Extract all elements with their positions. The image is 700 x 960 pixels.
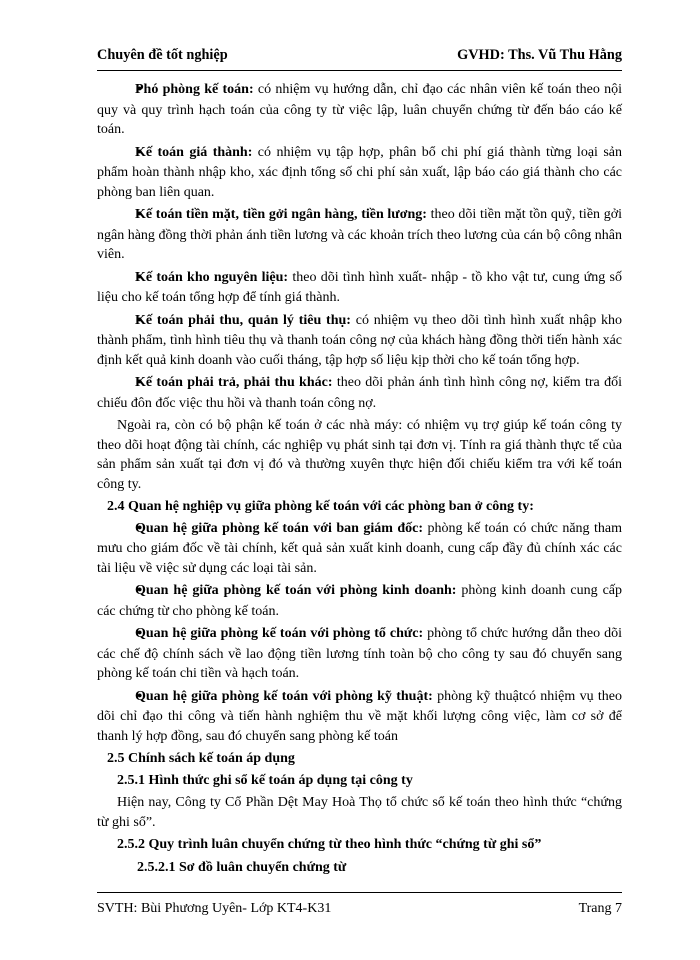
bullet-term: Quan hệ giữa phòng kế toán với phòng tổ chức: xyxy=(135,626,424,641)
bullet-term: Kế toán tiền mặt, tiền gởi ngân hàng, tiền lương: xyxy=(135,207,427,222)
bullet-item-cash-accounting xyxy=(97,205,622,265)
section-heading-2-5-1: 2.5.1 Hình thức ghi sổ kế toán áp dụng tại công ty xyxy=(117,772,413,788)
bullet-item-relation-sales xyxy=(97,581,622,621)
bullet-term: Kế toán phải trả, phải thu khác: xyxy=(135,375,333,390)
bullet-text: theo dõi tình hình xuất- nhập - tồ kho vật tư, cung ứng số liệu cho kế toán tổng hợp để tính giá thành. xyxy=(97,269,623,305)
page-footer xyxy=(97,901,622,921)
bullet-item-materials-accounting xyxy=(97,268,622,308)
bullet-item-deputy-head xyxy=(97,80,622,140)
section-heading-2-5-2-1: 2.5.2.1 Sơ đồ luân chuyển chứng từ xyxy=(137,859,347,875)
bullet-text: phòng tổ chức hướng dẫn theo dõi các chế độ chính sách về lao động tiền lương tính toàn bộ cho công ty sau đó chuyển sang phòng kế toán chi tiền và hạch toán. xyxy=(97,626,622,681)
bullet-item-relation-organization xyxy=(97,624,622,684)
bullet-term: Kế toán phải thu, quản lý tiêu thụ: xyxy=(135,312,351,328)
bullet-text: có nhiệm vụ hướng dẫn, chỉ đạo các nhân viên kế toán theo nội quy và quy trình hạch toán của công ty từ việc lập, luân chuyển chứng từ đến báo cáo kế toán. xyxy=(97,82,622,137)
page-header xyxy=(97,47,622,67)
header-rule xyxy=(97,70,622,71)
bullet-term: Quan hệ giữa phòng kế toán với phòng kinh doanh: xyxy=(135,583,457,598)
bullet-item-relation-technical xyxy=(97,687,622,747)
bullet-text: phòng kinh doanh cung cấp các chứng từ cho phòng kế toán. xyxy=(97,583,623,619)
header-title: Chuyên đề tốt nghiệp xyxy=(97,47,228,63)
paragraph-bookkeeping-form: Hiện nay, Công ty Cổ Phần Dệt May Hoà Thọ tổ chức sổ kế toán theo hình thức “chứng từ ghi sổ”. xyxy=(97,795,622,830)
bullet-term: Kế toán kho nguyên liệu: xyxy=(135,269,289,285)
bullet-text: theo dõi tiền mặt tồn quỹ, tiền gởi ngân hàng đồng thời phản ánh tiền lương và các khoản trích theo lương của cán bộ công nhân viên. xyxy=(97,207,623,262)
footer-rule xyxy=(97,892,622,893)
bullet-text: có nhiệm vụ tập hợp, phân bổ chi phí giá thành từng loại sản phẩm hoàn thành nhập kho, xác định tổng số chi phí sản xuất, lập báo cáo giá thành cho các phòng ban liên quan. xyxy=(97,144,623,200)
section-heading-2-5: 2.5 Chính sách kế toán áp dụng xyxy=(107,751,295,766)
footer-author: SVTH: Bùi Phương Uyên- Lớp KT4-K31 xyxy=(97,901,332,916)
paragraph-factory-accounting: Ngoài ra, còn có bộ phận kế toán ở các nhà máy: có nhiệm vụ trợ giúp kế toán công ty theo dõi hoạt động tài chính, các nghiệp vụ phát sinh tại đơn vị. Tính ra giá thành thực tế của sản phẩm sản xuất tại đơn vị đó và thường xuyên thực hiện đối chiếu kiểm tra với kế toán công ty. xyxy=(97,418,622,492)
page-number: Trang 7 xyxy=(578,901,622,916)
bullet-text: phòng kế toán có chức năng tham mưu cho giám đốc về tài chính, kết quả sản xuất kinh doanh, cung cấp đầy đủ chính xác các tài liệu về việc sử dụng các loại tài sản. xyxy=(97,520,622,576)
bullet-term: Phó phòng kế toán: xyxy=(135,82,254,97)
document-body xyxy=(97,80,622,880)
bullet-term: Quan hệ giữa phòng kế toán với ban giám đốc: xyxy=(135,520,424,536)
bullet-text: phòng kỹ thuậtcó nhiệm vụ theo dõi chỉ đạo thi công và tiến hành nghiệm thu về mặt khối lượng công việc, làm cơ sở để thanh lý hợp đồng, sau đó chuyển sang phòng kế toán xyxy=(97,688,622,744)
bullet-term: Kế toán giá thành: xyxy=(135,144,253,160)
bullet-text: có nhiệm vụ theo dõi tình hình xuất nhập kho thành phẩm, tình hình tiêu thụ và thanh toán công nợ của khách hàng đồng thời tiến hành xác định kết quả kinh doanh vào cuối tháng, tập hợp số liệu kịp thời cho kế toán tổng hợp. xyxy=(97,312,622,368)
section-heading-2-5-2: 2.5.2 Quy trình luân chuyển chứng từ theo hình thức “chứng từ ghi sổ” xyxy=(117,837,542,852)
section-heading-2-4: 2.4 Quan hệ nghiệp vụ giữa phòng kế toán với các phòng ban ở công ty: xyxy=(107,499,534,514)
bullet-item-receivables-accounting xyxy=(97,311,622,371)
bullet-item-payables-accounting xyxy=(97,373,622,413)
bullet-text: theo dõi phản ánh tình hình công nợ, kiểm tra đối chiếu đôn đốc việc thu hồi và thanh toán công nợ. xyxy=(97,375,622,411)
bullet-item-relation-board xyxy=(97,519,622,579)
header-advisor: GVHD: Ths. Vũ Thu Hằng xyxy=(457,47,622,63)
bullet-item-cost-accounting xyxy=(97,143,622,203)
bullet-term: Quan hệ giữa phòng kế toán với phòng kỹ thuật: xyxy=(135,688,433,704)
